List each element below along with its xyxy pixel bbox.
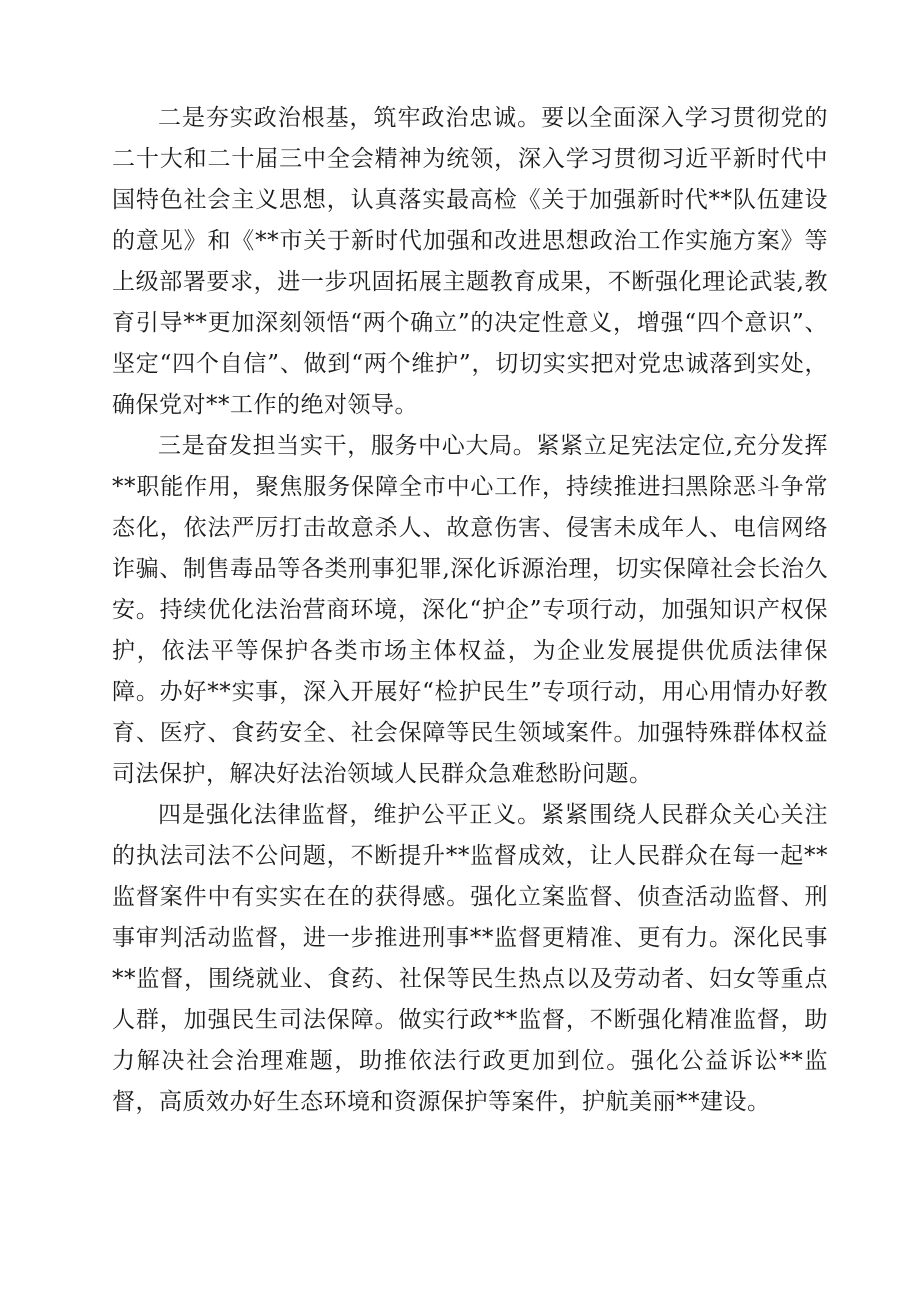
paragraph-legal-supervision: 四是强化法律监督，维护公平正义。紧紧围绕人民群众关心关注的执法司法不公问题，不断提升**监督成效，让人民群众在每一起**监督案件中有实实在在的获得感。强化立案监督、侦查活动监督、刑事审判活动监督，进一步推进刑事**监督更精准、更有力。深化民事**监督，围绕就业、食药、社保等民生热点以及劳动者、妇女等重点人群，加强民生司法保障。做实行政**监督，不断强化精准监督，助力解决社会治理难题，助推依法行政更加到位。强化公益诉讼**监督，高质效办好生态环境和资源保护等案件，护航美丽**建设。 [112, 802, 828, 1115]
paragraph-serve-overall-situation: 三是奋发担当实干，服务中心大局。紧紧立足宪法定位,充分发挥**职能作用，聚焦服务保障全市中心工作，持续推进扫黑除恶斗争常态化，依法严厉打击故意杀人、故意伤害、侵害未成年人、电信网络诈骗、制售毒品等各类刑事犯罪,深化诉源治理，切实保障社会长治久安。持续优化法治营商环境，深化“护企”专项行动，加强知识产权保护，依法平等保护各类市场主体权益，为企业发展提供优质法律保障。办好**实事，深入开展好“检护民生”专项行动，用心用情办好教育、医疗、食药安全、社会保障等民生领域案件。加强特殊群体权益司法保护，解决好法治领域人民群众急难愁盼问题。 [112, 433, 828, 787]
paragraph-political-foundation: 二是夯实政治根基，筑牢政治忠诚。要以全面深入学习贯彻党的二十大和二十届三中全会精神为统领，深入学习贯彻习近平新时代中国特色社会主义思想，认真落实最高检《关于加强新时代**队伍建设的意见》和《**市关于新时代加强和改进思想政治工作实施方案》等上级部署要求，进一步巩固拓展主题教育成果，不断强化理论武装,教育引导**更加深刻领悟“两个确立”的决定性意义，增强“四个意识”、坚定“四个自信”、做到“两个维护”，切切实实把对党忠诚落到实处，确保党对**工作的绝对领导。 [112, 105, 828, 418]
document-body [112, 98, 828, 1123]
